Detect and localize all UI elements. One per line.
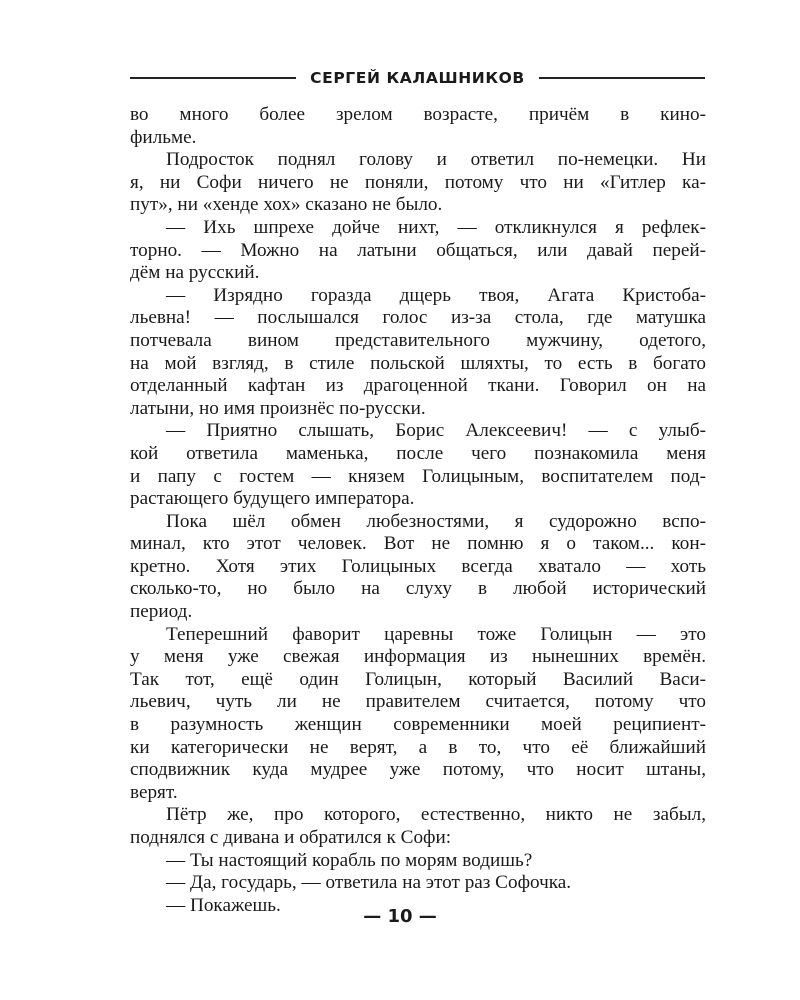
text-line: — Приятно слышать, Борис Алексеевич! — с улыб- bbox=[166, 420, 706, 442]
text-line: пут», ни «хенде хох» сказано не было. bbox=[130, 194, 443, 216]
text-line: дём на русский. bbox=[130, 262, 260, 284]
text-line: сподвижник куда мудрее уже потому, что носит штаны, bbox=[130, 759, 706, 781]
text-line: льевна! — послышался голос из-за стола, где матушка bbox=[130, 307, 706, 329]
text-line: во много более зрелом возрасте, причём в кино- bbox=[130, 104, 706, 125]
text-line: у меня уже свежая информация из нынешних времён. bbox=[130, 646, 706, 668]
text-line: поднялся с дивана и обратился к Софи: bbox=[130, 827, 452, 848]
text-line: Теперешний фаворит царевны тоже Голицын — это bbox=[166, 623, 706, 645]
text-line: кой ответила маменька, после чего познакомила меня bbox=[130, 442, 706, 464]
text-line: торно. — Можно на латыни общаться, или давай перей- bbox=[130, 239, 706, 261]
text-line: сколько-то, но было на слуху в любой исторический bbox=[130, 578, 706, 600]
text-line: верят. bbox=[130, 781, 178, 803]
header-rule-right bbox=[539, 77, 705, 79]
text-line: я, ни Софи ничего не поняли, потому что ни «Гитлер ка- bbox=[130, 171, 706, 193]
text-line: латыни, но имя произнёс по-русски. bbox=[130, 397, 426, 419]
text-line: Подросток поднял голову и ответил по-немецки. Ни bbox=[166, 149, 706, 171]
page-number: — 10 — bbox=[363, 906, 437, 927]
text-line: — Изрядно горазда дщерь твоя, Агата Кристоба- bbox=[166, 284, 706, 306]
text-line: — Ты настоящий корабль по морям водишь? bbox=[166, 849, 533, 871]
text-line: кретно. Хотя этих Голицыных всегда хватало — хоть bbox=[130, 555, 706, 577]
text-line: растающего будущего императора. bbox=[130, 488, 415, 510]
text-line: потчевала вином представительного мужчину, одетого, bbox=[130, 329, 706, 351]
text-line: — Ихь шпрехе дойче нихт, — откликнулся я рефлек- bbox=[166, 216, 706, 238]
text-line: — Покажешь. bbox=[166, 894, 281, 916]
running-header bbox=[130, 66, 705, 90]
text-line: — Да, государь, — ответила на этот раз Софочка. bbox=[166, 872, 572, 894]
text-line: отделанный кафтан из драгоценной ткани. Говорил он на bbox=[130, 375, 706, 397]
body-text bbox=[130, 104, 706, 917]
text-line: минал, кто этот человек. Вот не помню я о таком... кон- bbox=[130, 533, 706, 555]
text-line: ки категорически не верят, а в то, что её ближайший bbox=[130, 736, 706, 758]
author-name: СЕРГЕЙ КАЛАШНИКОВ bbox=[310, 69, 525, 87]
text-line: период. bbox=[130, 601, 193, 623]
text-line: и папу с гостем — князем Голицыным, воспитателем под- bbox=[130, 465, 706, 487]
text-line: фильме. bbox=[130, 126, 197, 148]
text-line: Пётр же, про которого, естественно, никто не забыл, bbox=[166, 804, 706, 826]
text-line: льевич, чуть ли не правителем считается, потому что bbox=[130, 691, 706, 713]
text-line: Пока шёл обмен любезностями, я судорожно вспо- bbox=[166, 510, 706, 532]
text-line: на мой взгляд, в стиле польской шляхты, то есть в богато bbox=[130, 352, 706, 374]
text-line: Так тот, ещё один Голицын, который Василий Васи- bbox=[130, 668, 706, 690]
text-line: в разумность женщин современники моей реципиент- bbox=[130, 714, 706, 736]
header-rule-left bbox=[130, 77, 296, 79]
